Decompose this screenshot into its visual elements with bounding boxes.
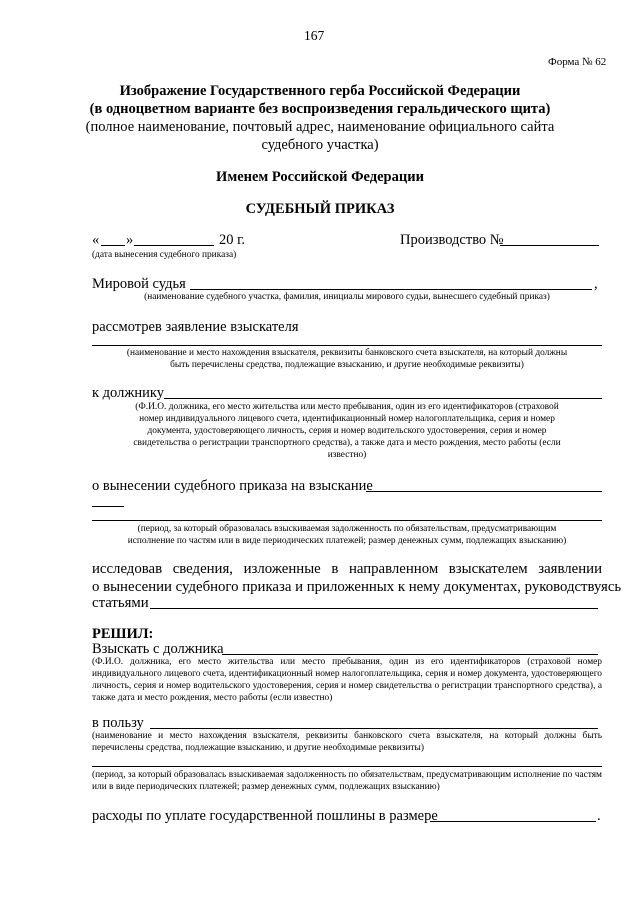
collect-label: Взыскать с должника [92, 641, 224, 657]
date-month-field[interactable] [134, 245, 214, 246]
debtor-caption-line-5: известно) [327, 450, 367, 460]
judge-field[interactable] [190, 289, 592, 290]
date-year-suffix: 20 г. [219, 232, 246, 248]
header-line-2: (в одноцветном варианте без воспроизведения геральдического щита) [89, 101, 551, 117]
favor-caption: (наименование и место нахождения взыскателя, реквизиты банковского счета взыскателя, на который должны быть перечислены средства, подлежащие взысканию, и другие необходимые реквизиты) [92, 731, 602, 753]
studied-line-3: статьями [92, 595, 149, 611]
fee-end-period: . [597, 808, 601, 824]
order-caption-line-1: (период, за который образовалась взыскиваемая задолженность по обязательствам, предусматривающим [137, 524, 557, 534]
document-title: СУДЕБНЫЙ ПРИКАЗ [245, 201, 395, 217]
proceeding-label: Производство № [400, 232, 504, 248]
debtor-caption-line-2: номер индивидуального лицевого счета, идентификационный номер налогоплательщика, серия и номер [139, 414, 555, 424]
period-field[interactable] [92, 520, 602, 521]
date-close-quote: » [126, 232, 134, 248]
favor-label: в пользу [92, 715, 144, 731]
judge-label: Мировой судья [92, 276, 186, 292]
collect-from-field[interactable] [222, 654, 598, 655]
order-field-continuation[interactable] [92, 506, 124, 507]
order-field[interactable] [366, 491, 602, 492]
claimant-field[interactable] [92, 345, 602, 346]
decision-heading: РЕШИЛ: [92, 626, 154, 642]
articles-field[interactable] [150, 608, 598, 609]
date-day-field[interactable] [101, 245, 125, 246]
debtor-caption-line-4: свидетельства о регистрации транспортного средства), а также дата и место рождения, место работы (если [133, 438, 561, 448]
decision-period-field[interactable] [92, 766, 602, 767]
debtor-caption-line-3: документа, удостоверяющего личность, серия и номер водительского удостоверения, серия и номер [147, 426, 547, 436]
proceeding-number-field[interactable] [500, 245, 599, 246]
debtor-caption-line-1: (Ф.И.О. должника, его место жительства или место пребывания, один из его идентификаторов (страховой [135, 402, 559, 412]
page-number: 167 [304, 28, 325, 43]
collect-caption: (Ф.И.О. должника, его место жительства или место пребывания, один из его идентификаторов (страховой номер индивидуального лицевого счета, идентификационный номер налогоплательщика, серия и номер документа, удостоверяющего личность, серия и номер водительского удостоверения, серия и номер свидетельства о регистрации транспортного средства), а также дата и место рождения, место работы (если известно) [92, 657, 602, 703]
judge-trailing-comma: , [594, 276, 598, 292]
claim-caption-line-2: быть перечислены средства, подлежащие взысканию, и другие необходимые реквизиты) [170, 360, 524, 370]
date-open-quote: « [92, 232, 100, 248]
claim-label: рассмотрев заявление взыскателя [92, 319, 299, 335]
date-caption: (дата вынесения судебного приказа) [92, 250, 237, 260]
period-caption: (период, за который образовалась взыскиваемая задолженность по обязательствам, предусматривающим исполнение по частям или в виде периодических платежей; размер денежных сумм, подлежащих взысканию) [92, 770, 602, 792]
studied-line-1: исследовав сведения, изложенные в направленном взыскателем заявлении [92, 561, 602, 577]
studied-line-2: о вынесении судебного приказа и приложенных к нему документах, руководствуясь [92, 579, 622, 595]
form-label: Форма № 62 [548, 56, 607, 68]
debtor-field[interactable] [164, 398, 602, 399]
claim-caption-line-1: (наименование и место нахождения взыскателя, реквизиты банковского счета взыскателя, на который должны [126, 348, 568, 358]
fee-amount-field[interactable] [430, 821, 596, 822]
fee-label: расходы по уплате государственной пошлины в размере [92, 808, 438, 824]
judge-caption: (наименование судебного участка, фамилия, инициалы мирового судьи, вынесшего судебный приказ) [144, 292, 550, 302]
in-name-heading: Именем Российской Федерации [216, 169, 424, 185]
order-caption-line-2: исполнение по частям или в виде периодических платежей; размер денежных сумм, подлежащих взысканию) [127, 536, 567, 546]
order-label: о вынесении судебного приказа на взыскание [92, 478, 373, 494]
debtor-label: к должнику [92, 385, 164, 401]
header-line-1: Изображение Государственного герба Российской Федерации [119, 83, 521, 99]
favor-field[interactable] [150, 728, 598, 729]
header-line-3: (полное наименование, почтовый адрес, наименование официального сайта [85, 119, 555, 135]
header-line-4: судебного участка) [261, 137, 379, 153]
